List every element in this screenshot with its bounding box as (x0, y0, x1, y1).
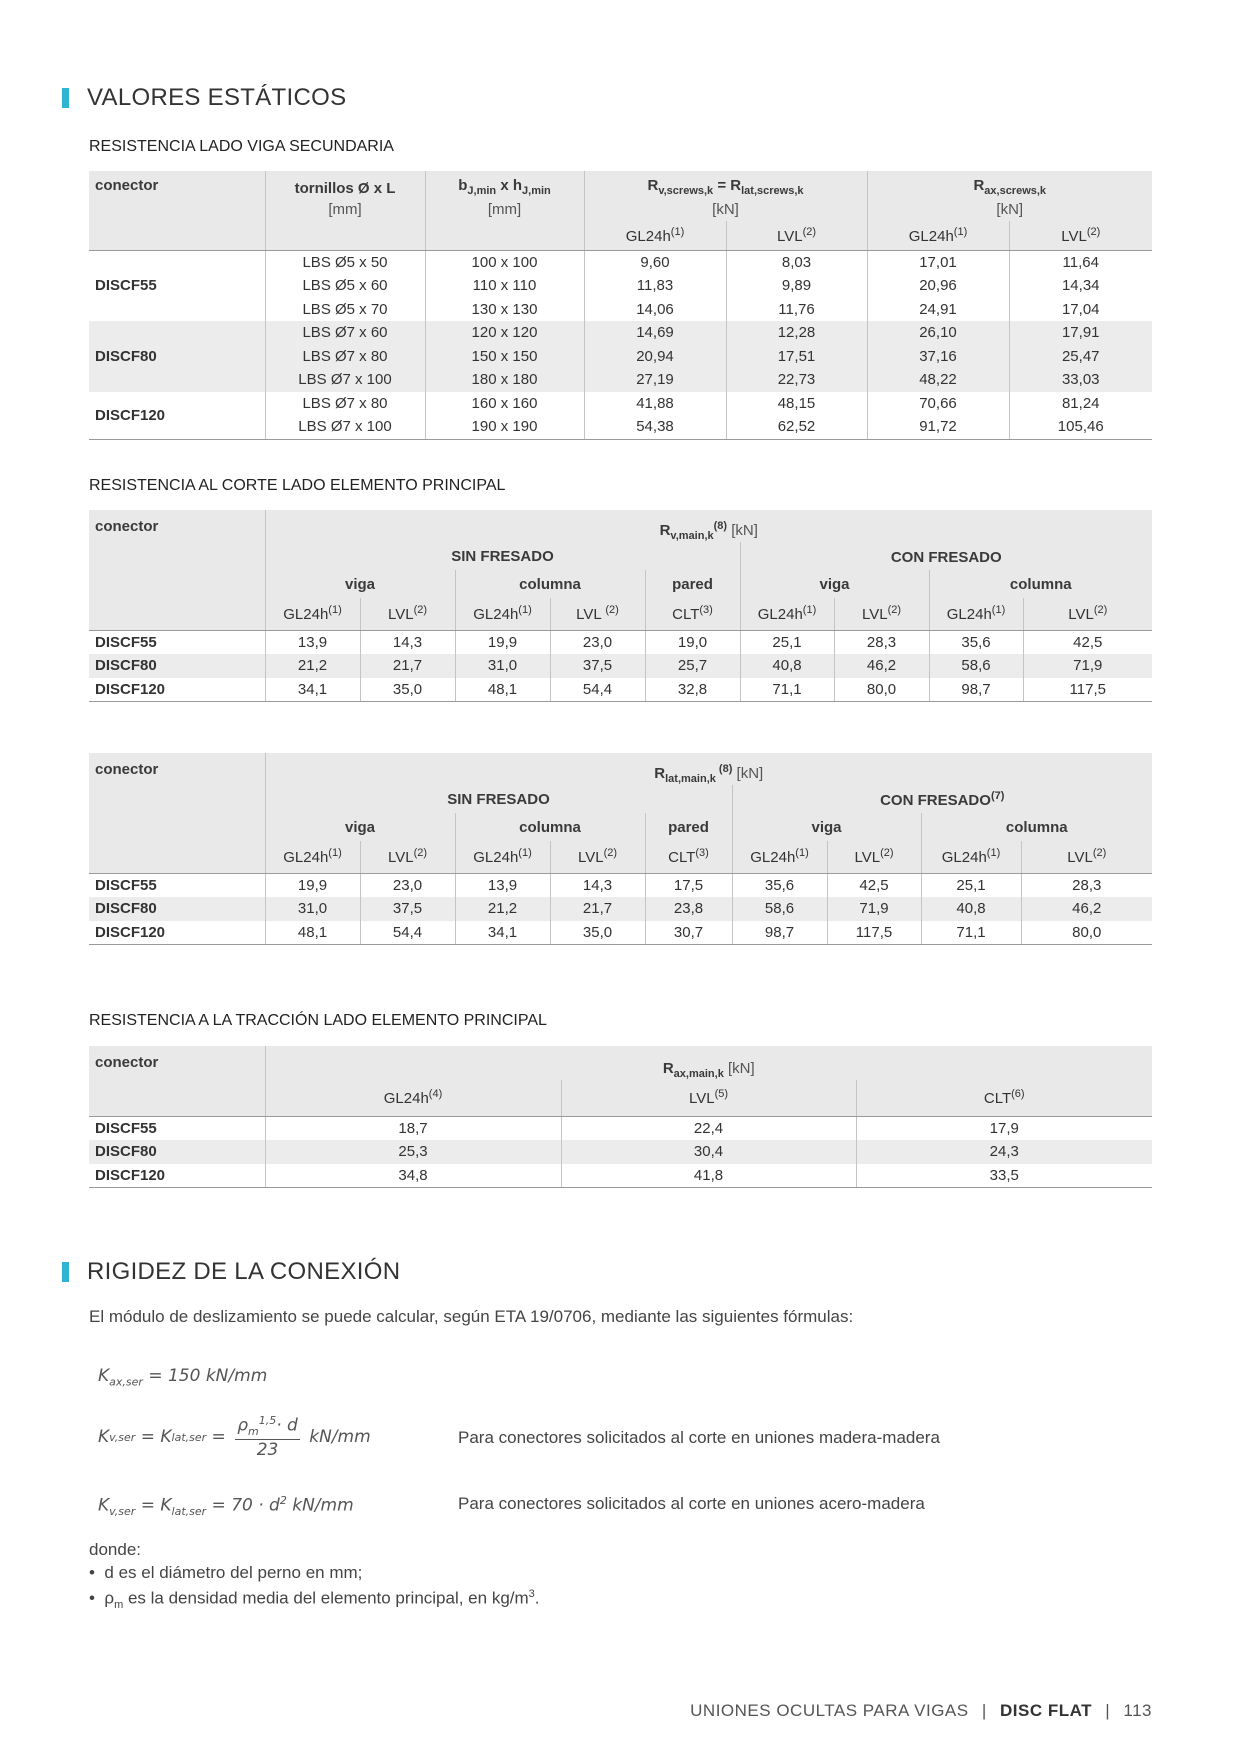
table-cell: 160 x 160 (425, 392, 584, 416)
table-cell: 35,0 (360, 678, 455, 702)
table-cell: 22,73 (726, 368, 867, 392)
formula-kax: $K_{ax,ser} = 150$ kN/mm (98, 1366, 268, 1389)
table-cell: 34,1 (265, 678, 360, 702)
table-row (89, 630, 1152, 654)
table-cell: 117,5 (1023, 678, 1152, 702)
bullet-d: • d es el diámetro del perno en mm; (89, 1563, 363, 1582)
intro-text: El módulo de deslizamiento se puede calcular, según ETA 19/0706, mediante las siguientes fórmulas: (89, 1307, 854, 1326)
column-header: LVL$^{(2)}$ (1021, 841, 1152, 873)
table-cell: 30,4 (561, 1140, 856, 1164)
connector-name: DISCF55 (95, 277, 157, 295)
table-cell: 25,3 (265, 1140, 561, 1164)
header-rax: $R_{ax,screws,k}$ (867, 171, 1152, 197)
table-cell: 91,72 (867, 415, 1009, 439)
column-header: CLT$^{(3)}$ (645, 841, 732, 873)
header-rax-main: $R_{ax,main,k}$ [kN] (265, 1046, 1152, 1080)
table-cell: 62,52 (726, 415, 867, 439)
unit-kn: [kN] (867, 197, 1152, 221)
header-con-fresado: CON FRESADO (740, 542, 1152, 570)
table-cell: 17,01 (867, 250, 1009, 274)
connector-name: DISCF55 (95, 876, 157, 894)
bullet-icon: • (89, 1563, 105, 1582)
table-resistencia-lateral (89, 753, 1152, 945)
column-header: $GL24h^{(1)}$ (732, 841, 827, 873)
table-cell: 37,16 (867, 345, 1009, 369)
table-cell: 17,91 (1009, 321, 1152, 345)
connector-name: DISCF120 (89, 1164, 265, 1188)
table-cell: 41,8 (561, 1164, 856, 1188)
header-conector: conector (89, 753, 265, 873)
table2-title: RESISTENCIA AL CORTE LADO ELEMENTO PRINCIPAL (89, 477, 506, 494)
table-cell: 42,5 (827, 873, 921, 897)
table-cell: LBS Ø7 x 80 (265, 345, 425, 369)
table-cell: 190 x 190 (425, 415, 584, 439)
table1-title: RESISTENCIA LADO VIGA SECUNDARIA (89, 138, 394, 155)
col-lvl: LVL$^{(2)}$ (1009, 221, 1152, 250)
table-cell: 21,2 (455, 897, 550, 921)
col-lvl: LVL$^{(5)}$ (561, 1080, 856, 1116)
table-cell: 9,89 (726, 274, 867, 298)
table-cell: 17,9 (856, 1116, 1152, 1140)
table-cell: 98,7 (929, 678, 1023, 702)
connector-name: DISCF80 (95, 1143, 157, 1161)
table-cell: 11,64 (1009, 250, 1152, 274)
column-header: $GL24h^{(1)}$ (455, 841, 550, 873)
table-cell: 19,9 (265, 873, 360, 897)
table-cell: 23,0 (550, 630, 645, 654)
table-row (89, 1164, 1152, 1188)
table-row (89, 1140, 1152, 1164)
table-resistencia-traccion (89, 1046, 1152, 1188)
table-row (89, 897, 1152, 921)
header-viga: viga (732, 813, 921, 841)
table-cell: LBS Ø7 x 80 (265, 392, 425, 416)
table-cell: 80,0 (1021, 921, 1152, 945)
table-cell: 110 x 110 (425, 274, 584, 298)
header-bh: $b_{J,min}$ x $h_{J,min}$ (425, 171, 584, 197)
header-tornillos: tornillos Ø x L (265, 171, 425, 197)
table-cell: 100 x 100 (425, 250, 584, 274)
table-cell: 71,9 (827, 897, 921, 921)
table-cell: 18,7 (265, 1116, 561, 1140)
table-cell: LBS Ø5 x 60 (265, 274, 425, 298)
table-cell: 19,9 (455, 630, 550, 654)
table-cell: 20,94 (584, 345, 726, 369)
table-cell: 81,24 (1009, 392, 1152, 416)
column-header: $GL24h^{(1)}$ (740, 598, 834, 630)
connector-name: DISCF120 (89, 392, 265, 440)
page-number: 113 (1123, 1701, 1152, 1720)
column-header: LVL $^{(2)}$ (550, 598, 645, 630)
table-cell: 32,8 (645, 678, 740, 702)
section-title: VALORES ESTÁTICOS (87, 84, 347, 111)
unit-kn: [kN] (584, 197, 867, 221)
table-cell: 25,1 (921, 873, 1021, 897)
unit-mm: [mm] (265, 197, 425, 221)
table-cell: 28,3 (1021, 873, 1152, 897)
header-r-main: $R_{lat,main,k}$ $^{(8)}$ [kN] (265, 753, 1152, 785)
header-sin-fresado: SIN FRESADO (265, 785, 732, 813)
column-header: CLT$^{(3)}$ (645, 598, 740, 630)
header-rv-rlat: $R_{v,screws,k} = R_{lat,screws,k}$ (584, 171, 867, 197)
table-cell: 14,06 (584, 298, 726, 322)
bullet-icon: • (89, 1588, 105, 1608)
col-clt: CLT$^{(6)}$ (856, 1080, 1152, 1116)
table-cell: 25,47 (1009, 345, 1152, 369)
connector-name: DISCF120 (89, 921, 265, 945)
table-cell: 71,9 (1023, 654, 1152, 678)
table-cell: 46,2 (1021, 897, 1152, 921)
formula-desc-acero: Para conectores solicitados al corte en uniones acero-madera (458, 1494, 925, 1513)
table-cell: 80,0 (834, 678, 929, 702)
connector-name: DISCF55 (95, 633, 157, 651)
table-cell: 28,3 (834, 630, 929, 654)
bullet-rho: • $\rho_m$ es la densidad media del elemento principal, en $kg/m^3$. (89, 1588, 540, 1612)
column-header: LVL$^{(2)}$ (550, 841, 645, 873)
table-cell: 26,10 (867, 321, 1009, 345)
header-pared: pared (645, 813, 732, 841)
table-cell: 58,6 (929, 654, 1023, 678)
header-columna: columna (455, 570, 645, 598)
table-cell: 35,0 (550, 921, 645, 945)
table-cell: 37,5 (550, 654, 645, 678)
table-cell: 11,83 (584, 274, 726, 298)
table-cell: 27,19 (584, 368, 726, 392)
table-cell: 24,3 (856, 1140, 1152, 1164)
header-viga: viga (265, 570, 455, 598)
fraction: $\frac{\rho_m^{1,5}\cdot d}{23}$ (237, 1414, 298, 1461)
unit-mm: [mm] (425, 197, 584, 221)
table-cell: 71,1 (921, 921, 1021, 945)
column-header: LVL$^{(2)}$ (1023, 598, 1152, 630)
table-resistencia-viga-secundaria (89, 171, 1152, 440)
header-con-fresado: CON FRESADO$^{(7)}$ (732, 785, 1152, 813)
table-cell: 23,0 (360, 873, 455, 897)
table-row (89, 678, 1152, 702)
table-cell: 13,9 (455, 873, 550, 897)
table-cell: 9,60 (584, 250, 726, 274)
formula-desc-madera: Para conectores solicitados al corte en uniones madera-madera (458, 1428, 940, 1447)
table-row (89, 250, 1152, 274)
table-cell: 33,5 (856, 1164, 1152, 1188)
table-cell: 34,1 (455, 921, 550, 945)
connector-name: DISCF80 (95, 347, 157, 365)
table-cell: 25,1 (740, 630, 834, 654)
table-cell: 48,22 (867, 368, 1009, 392)
section-title: RIGIDEZ DE LA CONEXIÓN (87, 1258, 401, 1285)
table-cell: 17,5 (645, 873, 732, 897)
table-cell: 48,1 (455, 678, 550, 702)
table-cell: 130 x 130 (425, 298, 584, 322)
table-cell: LBS Ø7 x 60 (265, 321, 425, 345)
header-conector: conector (89, 510, 265, 630)
table-cell: 13,9 (265, 630, 360, 654)
table-cell: 30,7 (645, 921, 732, 945)
header-viga: viga (265, 813, 455, 841)
header-r-main: $R_{v,main,k}^{(8)}$ [kN] (265, 510, 1152, 542)
table-cell: 48,1 (265, 921, 360, 945)
table-cell: 23,8 (645, 897, 732, 921)
table-row (89, 654, 1152, 678)
table-cell: 98,7 (732, 921, 827, 945)
table-cell: 12,28 (726, 321, 867, 345)
footer-product: DISC FLAT (999, 1701, 1092, 1720)
table-row (89, 392, 1152, 416)
header-conector: conector (89, 171, 265, 250)
header-pared: pared (645, 570, 740, 598)
table-cell: 37,5 (360, 897, 455, 921)
table-row (89, 921, 1152, 945)
table-cell: 48,15 (726, 392, 867, 416)
table-cell: 120 x 120 (425, 321, 584, 345)
table-cell: 11,76 (726, 298, 867, 322)
table-cell: 70,66 (867, 392, 1009, 416)
col-gl24h: $GL24h^{(1)}$ (867, 221, 1009, 250)
table-cell: 20,96 (867, 274, 1009, 298)
heading-bar-icon (62, 88, 69, 108)
table-cell: 40,8 (921, 897, 1021, 921)
table-cell: 117,5 (827, 921, 921, 945)
table-cell: 31,0 (265, 897, 360, 921)
table-row (89, 873, 1152, 897)
column-header: $GL24h^{(1)}$ (921, 841, 1021, 873)
header-columna: columna (929, 570, 1152, 598)
header-viga: viga (740, 570, 929, 598)
column-header: LVL$^{(2)}$ (360, 598, 455, 630)
table-cell: 58,6 (732, 897, 827, 921)
table-row (89, 321, 1152, 345)
table-resistencia-corte (89, 510, 1152, 702)
table4-title: RESISTENCIA A LA TRACCIÓN LADO ELEMENTO PRINCIPAL (89, 1012, 547, 1029)
column-header: LVL$^{(2)}$ (834, 598, 929, 630)
footer-separator: | (981, 1701, 987, 1720)
column-header: $GL24h^{(1)}$ (265, 598, 360, 630)
col-gl24h: $GL24h^{(1)}$ (584, 221, 726, 250)
connector-name: DISCF80 (95, 657, 157, 675)
table-cell: 35,6 (929, 630, 1023, 654)
table-cell: LBS Ø7 x 100 (265, 415, 425, 439)
table-cell: 14,34 (1009, 274, 1152, 298)
table-cell: LBS Ø5 x 70 (265, 298, 425, 322)
table-row (89, 1116, 1152, 1140)
column-header: $GL24h^{(1)}$ (265, 841, 360, 873)
heading-bar-icon (62, 1262, 69, 1282)
table-cell: 8,03 (726, 250, 867, 274)
connector-name: DISCF80 (95, 900, 157, 918)
table-cell: 34,8 (265, 1164, 561, 1188)
table-cell: 21,7 (550, 897, 645, 921)
column-header: LVL$^{(2)}$ (360, 841, 455, 873)
header-sin-fresado: SIN FRESADO (265, 542, 740, 570)
section-heading-valores (62, 84, 346, 112)
connector-name: DISCF120 (89, 678, 265, 702)
table-cell: 35,6 (732, 873, 827, 897)
column-header: LVL$^{(2)}$ (827, 841, 921, 873)
table-cell: 14,69 (584, 321, 726, 345)
table-cell: 41,88 (584, 392, 726, 416)
table-cell: 19,0 (645, 630, 740, 654)
table-cell: 24,91 (867, 298, 1009, 322)
table-cell: 180 x 180 (425, 368, 584, 392)
table-cell: 33,03 (1009, 368, 1152, 392)
formula-kv-acero: $K_{v,ser} = K_{lat,ser} = 70 \cdot d^2$ kN/mm (98, 1494, 354, 1519)
header-conector: conector (89, 1046, 265, 1116)
table-cell: 150 x 150 (425, 345, 584, 369)
table-cell: 17,51 (726, 345, 867, 369)
table-cell: 21,2 (265, 654, 360, 678)
column-header: $GL24h^{(1)}$ (455, 598, 550, 630)
table-cell: 71,1 (740, 678, 834, 702)
footer-category: UNIONES OCULTAS PARA VIGAS (690, 1701, 969, 1720)
col-lvl: LVL$^{(2)}$ (726, 221, 867, 250)
column-header: $GL24h^{(1)}$ (929, 598, 1023, 630)
table-cell: LBS Ø7 x 100 (265, 368, 425, 392)
table-cell: 31,0 (455, 654, 550, 678)
header-columna: columna (921, 813, 1152, 841)
table-cell: 54,4 (550, 678, 645, 702)
header-columna: columna (455, 813, 645, 841)
table-cell: 40,8 (740, 654, 834, 678)
table-cell: 17,04 (1009, 298, 1152, 322)
table-cell: LBS Ø5 x 50 (265, 250, 425, 274)
page-footer (690, 1701, 1152, 1721)
formula-kv-madera: K v,ser = K lat,ser = $\frac{\rho_m^{1,5}\cdot d}{23}$ kN/mm (98, 1414, 371, 1461)
table-cell: 54,38 (584, 415, 726, 439)
table-cell: 14,3 (360, 630, 455, 654)
donde-label: donde: (89, 1540, 141, 1559)
table-cell: 42,5 (1023, 630, 1152, 654)
table-cell: 21,7 (360, 654, 455, 678)
footer-separator: | (1105, 1701, 1111, 1720)
table-cell: 22,4 (561, 1116, 856, 1140)
table-cell: 25,7 (645, 654, 740, 678)
connector-name: DISCF55 (95, 1119, 157, 1137)
table-cell: 46,2 (834, 654, 929, 678)
section-heading-rigidez (62, 1258, 400, 1286)
table-cell: 54,4 (360, 921, 455, 945)
col-gl24h: $GL24h^{(4)}$ (265, 1080, 561, 1116)
table-cell: 105,46 (1009, 415, 1152, 439)
table-cell: 14,3 (550, 873, 645, 897)
